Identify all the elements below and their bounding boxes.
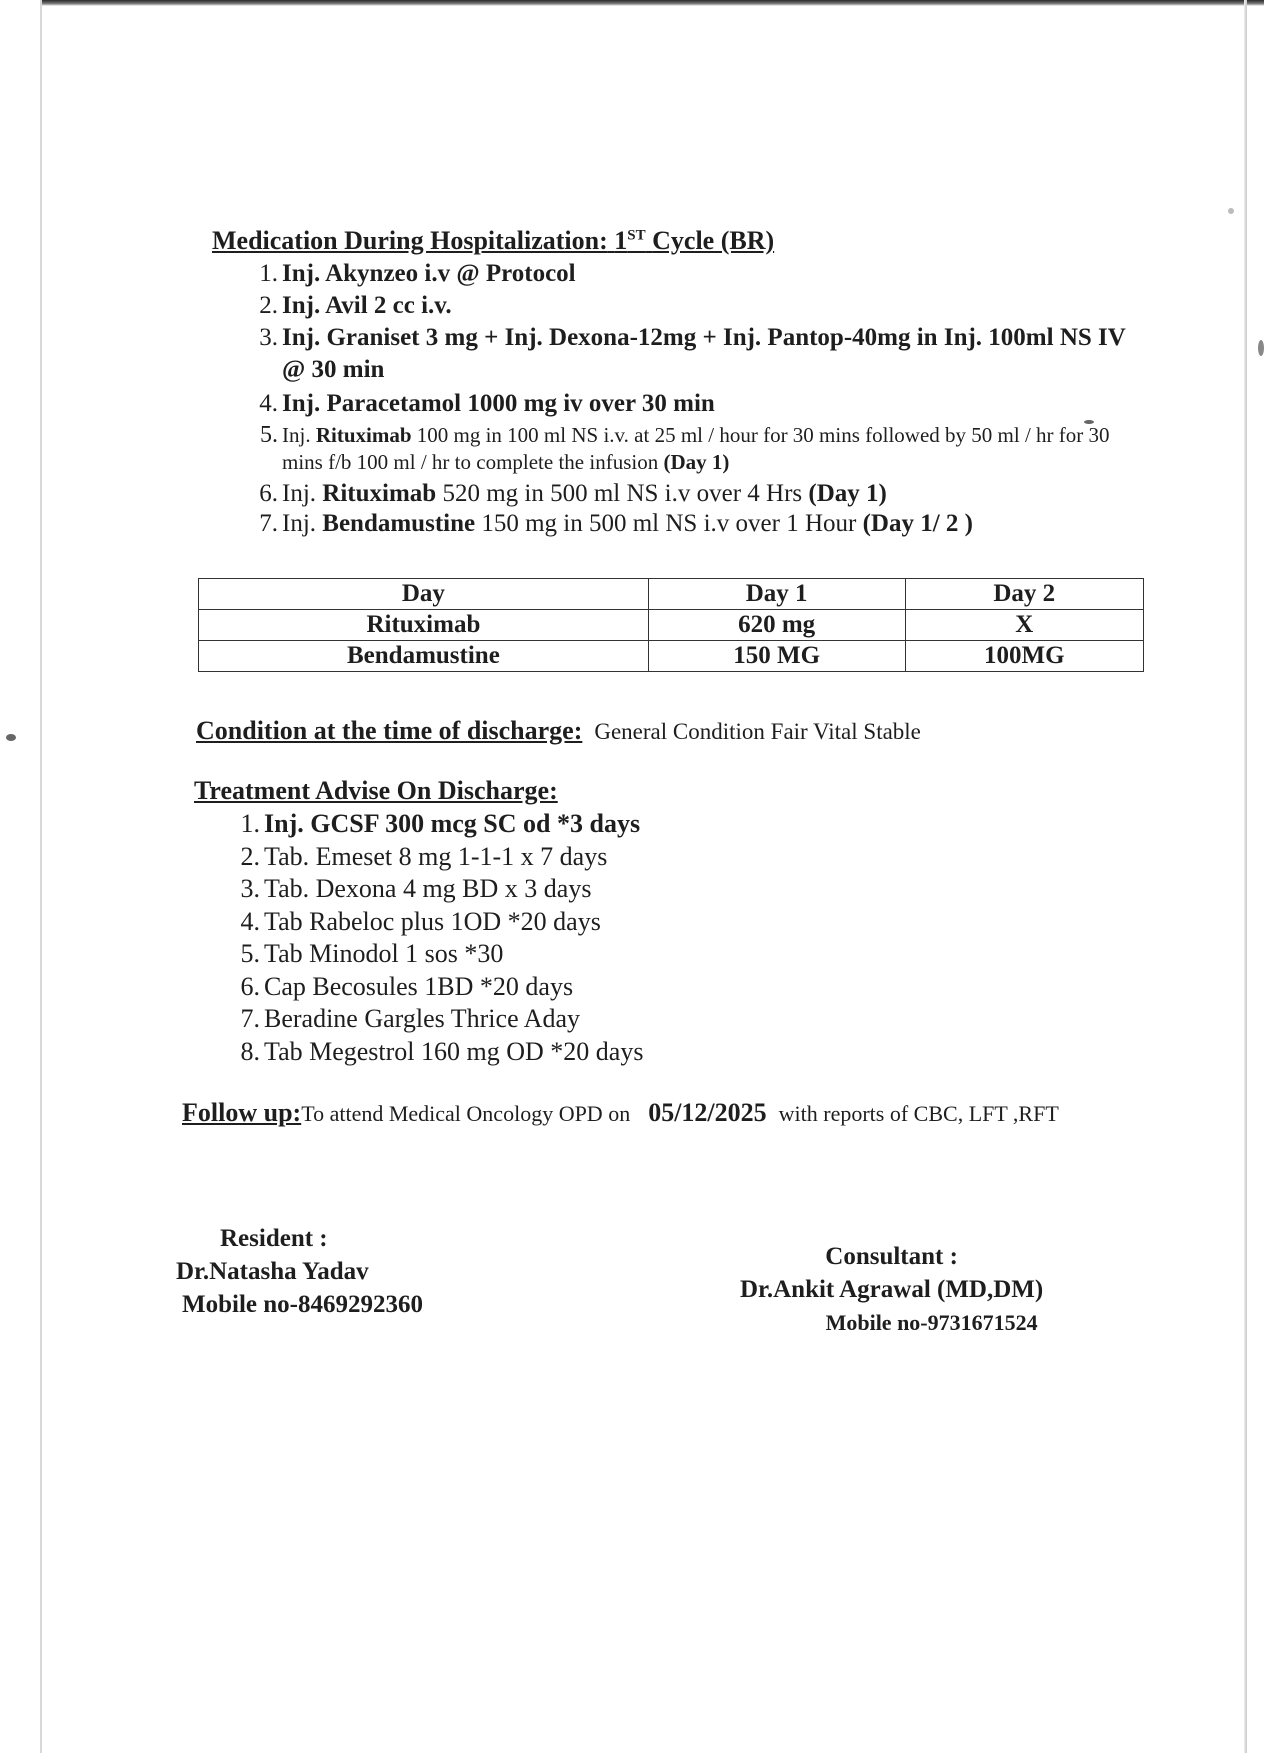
item-text: Inj. Paracetamol 1000 mg iv over 30 min (282, 390, 715, 417)
list-item (240, 873, 964, 906)
item-text: Cap Becosules 1BD *20 days (264, 971, 574, 1001)
follow-up (182, 1098, 1122, 1129)
item-drug: Rituximab (322, 480, 437, 507)
table-header-cell: Day 1 (648, 579, 905, 610)
item-number: 1. (240, 809, 260, 838)
condition-value: General Condition Fair Vital Stable (594, 719, 921, 744)
item-text: Inj. Avil 2 cc i.v. (282, 292, 452, 319)
list-item (240, 808, 964, 841)
item-number: 7. (259, 510, 278, 537)
item-day-tag: (Day 1) (663, 450, 730, 474)
dose-table (198, 578, 1144, 672)
table-header-row (199, 579, 1144, 610)
condition-at-discharge (196, 716, 921, 746)
consultant-role: Consultant : (825, 1243, 958, 1270)
item-day-tag: (Day 1) (808, 480, 887, 507)
follow-up-date: 05/12/2025 (648, 1098, 767, 1127)
table-cell: 620 mg (648, 610, 905, 641)
item-text: Tab. Emeset 8 mg 1-1-1 x 7 days (264, 841, 608, 871)
hospitalization-med-list (259, 258, 1142, 540)
item-number: 3. (240, 874, 260, 903)
consultant-mobile: Mobile no-9731671524 (825, 1310, 1038, 1335)
list-item (240, 841, 964, 874)
follow-up-text: To attend Medical Oncology OPD on (301, 1101, 631, 1126)
item-text: Tab Megestrol 160 mg OD *20 days (264, 1036, 644, 1066)
item-text: Beradine Gargles Thrice Aday (264, 1004, 580, 1033)
table-cell: Rituximab (199, 610, 649, 641)
item-prefix: Inj. (282, 480, 317, 507)
item-number: 2. (240, 841, 260, 871)
resident-role: Resident : (220, 1225, 328, 1252)
list-item (260, 422, 1142, 476)
treatment-med-list (240, 808, 964, 1068)
hospitalization-title (212, 226, 774, 256)
cycle-suffix: Cycle (BR) (652, 226, 775, 255)
item-drug: Bendamustine (322, 510, 476, 537)
consultant-name: Dr.Ankit Agrawal (MD,DM) (740, 1276, 1044, 1303)
title-prefix: Medication During Hospitalization: (212, 226, 608, 255)
cycle-superscript: ST (627, 227, 646, 244)
item-number: 4. (240, 906, 260, 936)
resident-signature-block (176, 1222, 423, 1321)
item-number: 6. (240, 971, 260, 1001)
list-item (240, 906, 964, 939)
table-header-cell: Day 2 (905, 579, 1143, 610)
item-number: 2. (259, 292, 278, 319)
item-text: Tab Rabeloc plus 1OD *20 days (264, 906, 601, 936)
item-day-tag: (Day 1/ 2 ) (862, 510, 973, 537)
item-text: 100 mg in 100 ml NS i.v. at 25 ml / hour for 30 mins followed by 50 ml / hr for 30 mins f/b 100 ml / hr to complete the infusion (282, 423, 1110, 474)
item-number: 5. (260, 422, 278, 448)
cycle-number: 1 (614, 226, 628, 255)
item-prefix: Inj. (282, 510, 317, 537)
table-cell: 150 MG (648, 641, 905, 672)
item-drug: Rituximab (315, 423, 412, 447)
table-row (199, 641, 1144, 672)
table-cell: 100MG (905, 641, 1143, 672)
item-text: Inj. Akynzeo i.v @ Protocol (282, 260, 576, 287)
table-header-cell: Day (199, 579, 649, 610)
item-text: 150 mg in 500 ml NS i.v over 1 Hour (481, 510, 857, 537)
item-text: Inj. Graniset 3 mg + Inj. Dexona-12mg + Inj. Pantop-40mg in Inj. 100ml NS IV @ 30 min (282, 324, 1126, 383)
item-number: 4. (259, 390, 278, 417)
item-number: 6. (259, 480, 278, 507)
follow-up-reports: with reports of CBC, LFT ,RFT (778, 1101, 1059, 1126)
list-item (259, 322, 1142, 386)
resident-name: Dr.Natasha Yadav (176, 1258, 369, 1285)
follow-up-label: Follow up: (182, 1098, 302, 1127)
resident-mobile: Mobile no-8469292360 (182, 1291, 423, 1318)
table-row (199, 610, 1144, 641)
item-text: 520 mg in 500 ml NS i.v over 4 Hrs (442, 480, 803, 507)
item-number: 1. (259, 260, 278, 287)
item-number: 3. (259, 324, 278, 351)
list-item (259, 388, 1142, 420)
list-item (240, 938, 964, 971)
item-prefix: Inj. (282, 423, 311, 447)
item-text: Tab Minodol 1 sos *30 (264, 939, 504, 968)
item-text: Inj. GCSF 300 mcg SC od *3 days (264, 809, 641, 838)
list-item (259, 290, 1142, 322)
table-cell: Bendamustine (199, 641, 649, 672)
list-item (259, 258, 1142, 290)
list-item (259, 478, 1142, 510)
list-item (259, 508, 1142, 540)
list-item (240, 1036, 964, 1069)
treatment-title: Treatment Advise On Discharge: (194, 776, 558, 805)
list-item (240, 1003, 964, 1036)
item-text: Tab. Dexona 4 mg BD x 3 days (264, 874, 592, 903)
consultant-signature-block (740, 1240, 1043, 1339)
condition-label: Condition at the time of discharge: (196, 716, 583, 745)
item-number: 8. (240, 1036, 260, 1066)
table-cell: X (905, 610, 1143, 641)
item-number: 5. (240, 939, 260, 968)
item-number: 7. (240, 1004, 260, 1033)
list-item (240, 971, 964, 1004)
